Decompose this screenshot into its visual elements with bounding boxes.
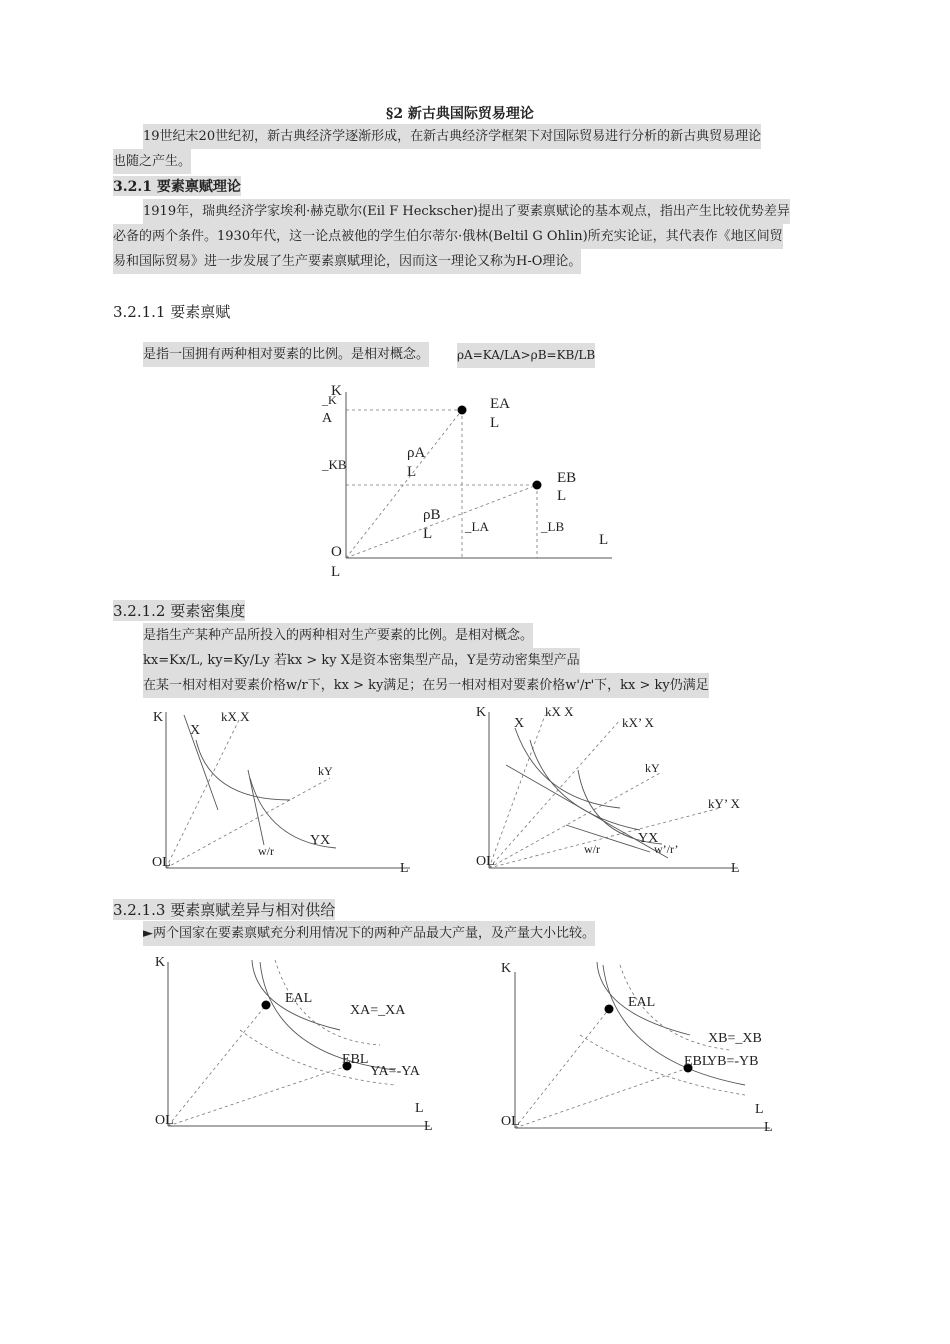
sub2-line-3: 在某一相对相对要素价格w/r下，kx > ky满足；在另一相对相对要素价格w'/r'下，kx > ky仍满足 [143,673,709,698]
la-label: _LA [465,519,489,534]
sub2-line-2: kx=Kx/L, ky=Ky/Ly 若kx > ky X是资本密集型产品，Y是劳动密集型产品 [143,648,580,673]
figr-wr2: w’/r’ [654,842,679,856]
sub3-bullet: ►两个国家在要素禀赋充分利用情况下的两种产品最大产量，及产量大小比较。 [143,921,595,946]
figl3-c2: YA=-YA [370,1064,420,1079]
svg-text:EB: EB [557,470,577,486]
figr3-c1: XB=_XB [708,1031,762,1046]
svg-text:X: X [190,723,201,738]
figl3-e2: EBL [342,1052,369,1067]
svg-text:O: O [331,544,342,560]
intro-line-2: 也随之产生。 [113,149,191,174]
sub1-definition: 是指一国拥有两种相对要素的比例。是相对概念。 [143,342,429,367]
figr-ky: kY [645,761,660,775]
svg-text:L: L [764,1120,773,1135]
svg-text:K: K [476,705,487,720]
svg-text:L: L [424,1119,433,1134]
svg-text:L: L [407,464,417,480]
page-title: §2 新古典国际贸易理论 [386,106,534,122]
figr3-e1: EAL [628,995,656,1010]
section-heading: 3.2.1 要素禀赋理论 [113,176,241,196]
svg-text:K: K [153,710,164,725]
svg-text:OL: OL [155,1113,174,1128]
figr-kx2: kX’ X [622,715,654,730]
svg-text:ρB: ρB [423,507,441,523]
svg-text:L: L [400,861,409,876]
svg-text:K: K [155,955,166,970]
svg-text:EA: EA [490,396,510,412]
figr-ky2: kY’ X [708,796,740,811]
figr-kx: kX X [545,704,574,719]
svg-text:L: L [755,1102,764,1117]
figl3-e1: EAL [285,991,313,1006]
svg-text:K: K [501,961,512,976]
svg-text:L: L [423,526,433,542]
svg-text:ρA: ρA [407,445,426,461]
axis-l-label: L [599,532,609,548]
svg-text:OL: OL [152,855,171,870]
sub1-formula: ρA=KA/LA>ρB=KB/LB [457,343,595,368]
svg-text:L: L [331,564,341,580]
axis-k-label: K [331,383,342,399]
lb-label: _LB [541,519,565,534]
svg-text:OL: OL [501,1114,520,1129]
sub3-heading: 3.2.1.3 要素禀赋差异与相对供给 [113,901,336,919]
svg-text:OL: OL [476,854,495,869]
section-para-line-3: 易和国际贸易》进一步发展了生产要素禀赋理论，因而这一理论又称为H-O理论。 [113,249,581,274]
point-eal-right [605,1005,614,1014]
svg-text:L: L [415,1101,424,1116]
svg-text:L: L [557,488,567,504]
figl-yx: YX [310,833,331,848]
figl3-c1: XA=_XA [350,1003,406,1018]
figr3-c2: YB=-YB [707,1054,759,1069]
svg-text:X: X [514,716,525,731]
svg-text:L: L [731,861,740,876]
sub2-heading: 3.2.1.2 要素密集度 [113,602,246,620]
svg-text:L: L [490,415,500,431]
svg-text:A: A [322,411,333,426]
kb-label: _KB [322,457,347,472]
svg-text:_K: _K [322,393,337,407]
figr-yx: YX [638,831,659,846]
figl-ky: kY [318,764,333,778]
figr-wr: w/r [584,842,600,856]
section-para-line-2: 必备的两个条件。1930年代，这一论点被他的学生伯尔蒂尔·俄林(Beltil G Ohlin)所充实论证，其代表作《地区间贸 [113,224,783,249]
sub1-heading: 3.2.1.1 要素禀赋 [113,303,231,321]
sub2-line-1: 是指生产某种产品所投入的两种相对生产要素的比例。是相对概念。 [143,623,533,648]
figr3-e2: EBL [684,1054,711,1069]
figl-wr: w/r [258,844,274,858]
intro-line-1: 19世纪末20世纪初，新古典经济学逐渐形成，在新古典经济学框架下对国际贸易进行分析的新古典贸易理论 [143,124,761,149]
figl-kx: kX X [221,709,250,724]
section-para-line-1: 1919年，瑞典经济学家埃利·赫克歇尔(Eil F Heckscher)提出了要素禀赋论的基本观点，指出产生比较优势差异 [143,199,790,224]
